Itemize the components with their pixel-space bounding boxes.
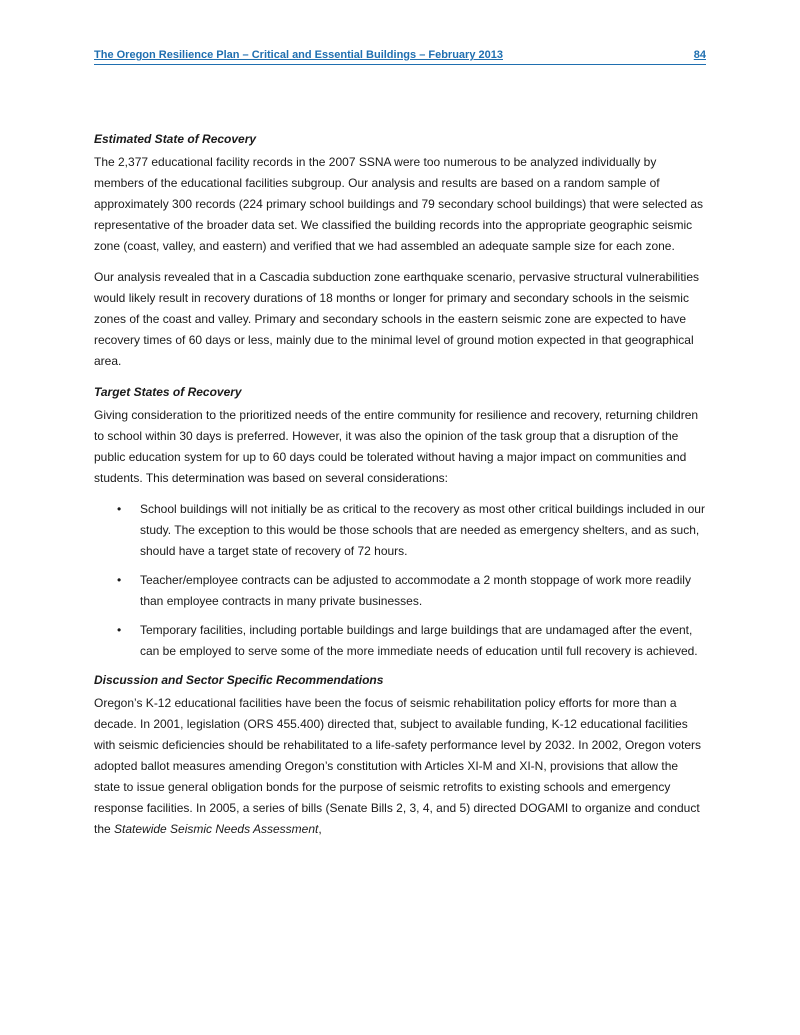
bullet-icon: • bbox=[117, 573, 122, 587]
page-number: 84 bbox=[693, 49, 706, 61]
list-item bbox=[94, 620, 706, 662]
list-item bbox=[94, 499, 706, 562]
section-heading-discussion: Discussion and Sector Specific Recommendations bbox=[94, 673, 384, 687]
bullet-icon: • bbox=[117, 502, 122, 516]
bullet-icon: • bbox=[117, 623, 122, 637]
list-item-text: School buildings will not initially be as critical to the recovery as most other critical buildings included in our study. The exception to this would be those schools that are needed as emergency shelters, and as such, should have a target state of recovery of 72 hours. bbox=[140, 502, 705, 558]
list-item-text: Temporary facilities, including portable buildings and large buildings that are undamaged after the event, can be employed to serve some of the more immediate needs of education until full recovery is achieved. bbox=[140, 623, 698, 658]
paragraph-discussion-tail: , bbox=[318, 822, 322, 836]
list-item-text: Teacher/employee contracts can be adjusted to accommodate a 2 month stoppage of work more readily than employee contracts in many private businesses. bbox=[140, 573, 691, 608]
section-heading-target: Target States of Recovery bbox=[94, 385, 242, 399]
paragraph-estimated-2: Our analysis revealed that in a Cascadia subduction zone earthquake scenario, pervasive structural vulnerabilities would likely result in recovery durations of 18 months or longer for primary and secondary schools in the seismic zones of the coast and valley. Primary and secondary schools in the eastern seismic zone are expected to have recovery times of 60 days or less, mainly due to the minimal level of ground motion expected in that geographical area. bbox=[94, 270, 699, 368]
list-item bbox=[94, 570, 706, 612]
paragraph-target-1: Giving consideration to the prioritized needs of the entire community for resilience and recovery, returning children to school within 30 days is preferred. However, it was also the opinion of the task group that a disruption of the public education system for up to 60 days could be tolerated without having a major impact on communities and students. This determination was based on several considerations: bbox=[94, 408, 699, 485]
considerations-list bbox=[94, 499, 706, 662]
paragraph-discussion-main: Oregon’s K-12 educational facilities have been the focus of seismic rehabilitation policy efforts for more than a decade. In 2001, legislation (ORS 455.400) directed that, subject to available funding, K-12 educational facilities with seismic deficiencies should be rehabilitated to a life-safety performance level by 2032. In 2002, Oregon voters adopted ballot measures amending Oregon’s constitution with Articles XI-M and XI-N, provisions that allow the state to issue general obligation bonds for the purpose of seismic retrofits to existing schools and emergency response facilities. In 2005, a series of bills (Senate Bills 2, 3, 4, and 5) directed DOGAMI to organize and conduct the bbox=[94, 696, 701, 836]
running-header bbox=[94, 48, 706, 65]
body-content bbox=[94, 129, 706, 850]
paragraph-estimated-1: The 2,377 educational facility records in the 2007 SSNA were too numerous to be analyzed individually by members of the educational facilities subgroup. Our analysis and results are based on a random sample of approximately 300 records (224 primary school buildings and 79 secondary school buildings) that were selected as representative of the broader data set. We classified the building records into the appropriate geographic seismic zone (coast, valley, and eastern) and verified that we had assembled an adequate sample size for each zone. bbox=[94, 155, 703, 253]
ssna-title-italic: Statewide Seismic Needs Assessment bbox=[114, 822, 319, 836]
header-title: The Oregon Resilience Plan – Critical and Essential Buildings – February 2013 bbox=[94, 49, 503, 61]
section-heading-estimated: Estimated State of Recovery bbox=[94, 132, 257, 146]
paragraph-discussion-1 bbox=[94, 693, 706, 840]
